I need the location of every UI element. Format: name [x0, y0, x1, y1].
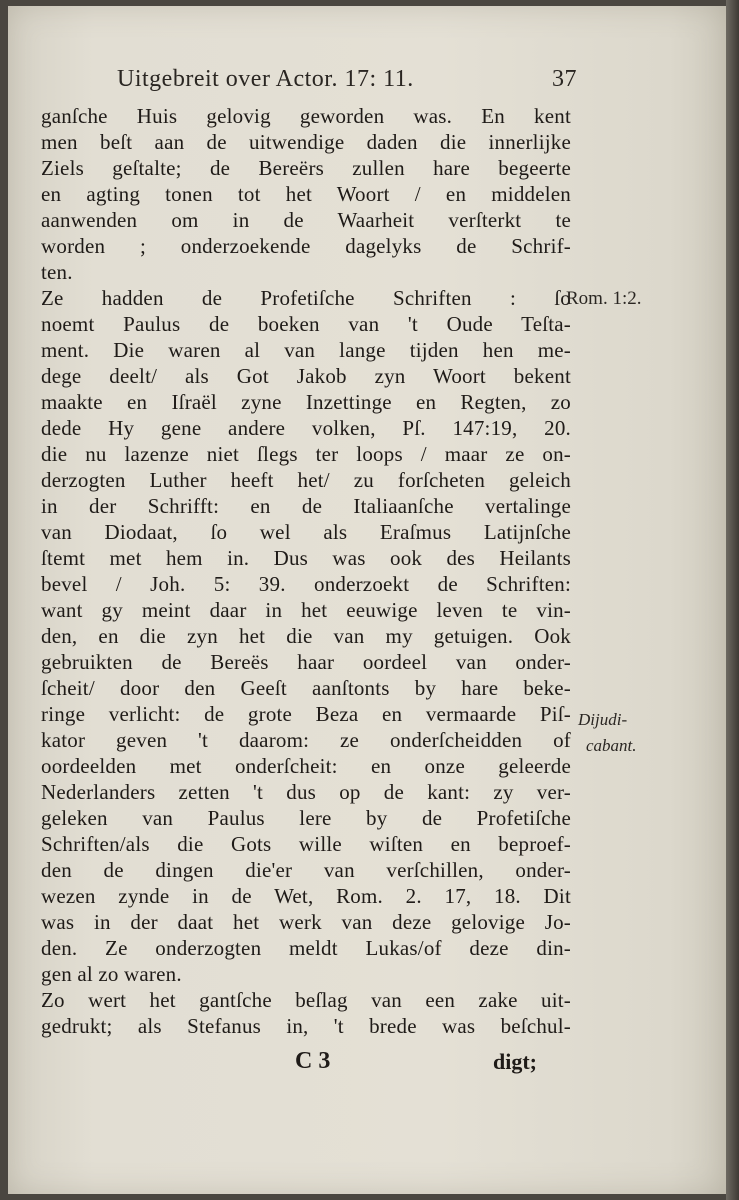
text-line: ganſche Huis gelovig geworden was. En kent	[41, 104, 571, 128]
text-line: Nederlanders zetten 't dus op de kant: zy ver-	[41, 780, 571, 804]
text-line: Zo wert het gantſche beſlag van een zake uit-	[41, 988, 571, 1012]
text-line: men beſt aan de uitwendige daden die innerlijke	[41, 130, 571, 154]
text-line: maakte en Iſraël zyne Inzettinge en Regten, zo	[41, 390, 571, 414]
text-line: oordeelden met onderſcheit: en onze geleerde	[41, 754, 571, 778]
running-title: Uitgebreit over Actor. 17: 11.	[117, 66, 414, 92]
text-line: wezen zynde in de Wet, Rom. 2. 17, 18. Dit	[41, 884, 571, 908]
text-line: den. Ze onderzogten meldt Lukas/of deze din-	[41, 936, 571, 960]
text-line: die nu lazenze niet ſlegs ter loops / maar ze on-	[41, 442, 571, 466]
text-line: derzogten Luther heeft het/ zu forſcheten geleich	[41, 468, 571, 492]
text-line: Schriften/als die Gots wille wiſten en beproef-	[41, 832, 571, 856]
text-line: Ziels geſtalte; de Bereërs zullen hare begeerte	[41, 156, 571, 180]
text-line: ſcheit/ door den Geeſt aanſtonts by hare beke-	[41, 676, 571, 700]
text-line: kator geven 't daarom: ze onderſcheidden of	[41, 728, 571, 752]
text-line: in der Schrifft: en de Italiaanſche vertalinge	[41, 494, 571, 518]
text-line: den de dingen die'er van verſchillen, onder-	[41, 858, 571, 882]
text-line: en agting tonen tot het Woort / en middelen	[41, 182, 571, 206]
text-line: noemt Paulus de boeken van 't Oude Teſta-	[41, 312, 571, 336]
text-line: den, en die zyn het die van my getuigen. Ook	[41, 624, 571, 648]
text-line: aanwenden om in de Waarheit verſterkt te	[41, 208, 571, 232]
text-line: dege deelt/ als Got Jakob zyn Woort bekent	[41, 364, 571, 388]
text-line: ſtemt met hem in. Dus was ook des Heilants	[41, 546, 571, 570]
text-line: geleken van Paulus lere by de Profetiſche	[41, 806, 571, 830]
text-line: ten.	[41, 260, 73, 284]
text-line: bevel / Joh. 5: 39. onderzoekt de Schriften:	[41, 572, 571, 596]
text-line: want gy meint daar in het eeuwige leven te vin-	[41, 598, 571, 622]
text-line: was in der daat het werk van deze gelovige Jo-	[41, 910, 571, 934]
page-edge	[726, 0, 739, 1200]
margin-note-dijudicabant-1: Dijudi-	[578, 710, 628, 729]
running-header	[117, 66, 577, 102]
text-line: gedrukt; als Stefanus in, 't brede was beſchul-	[41, 1014, 571, 1038]
text-line: ment. Die waren al van lange tijden hen me-	[41, 338, 571, 362]
signature-mark: C 3	[295, 1048, 331, 1074]
text-line: dede Hy gene andere volken, Pſ. 147:19, 20.	[41, 416, 571, 440]
text-line: Ze hadden de Profetiſche Schriften : ſo	[41, 286, 571, 310]
margin-note-dijudicabant-2: cabant.	[586, 736, 637, 755]
text-line: gen al zo waren.	[41, 962, 182, 986]
margin-note-rom: Rom. 1:2.	[566, 288, 642, 309]
text-line: worden ; onderzoekende dagelyks de Schrif-	[41, 234, 571, 258]
catchword: digt;	[493, 1049, 537, 1074]
text-line: van Diodaat, ſo wel als Eraſmus Latijnſche	[41, 520, 571, 544]
text-line: ringe verlicht: de grote Beza en vermaarde Piſ-	[41, 702, 571, 726]
page-number: 37	[552, 66, 577, 92]
text-line: gebruikten de Bereës haar oordeel van onder-	[41, 650, 571, 674]
